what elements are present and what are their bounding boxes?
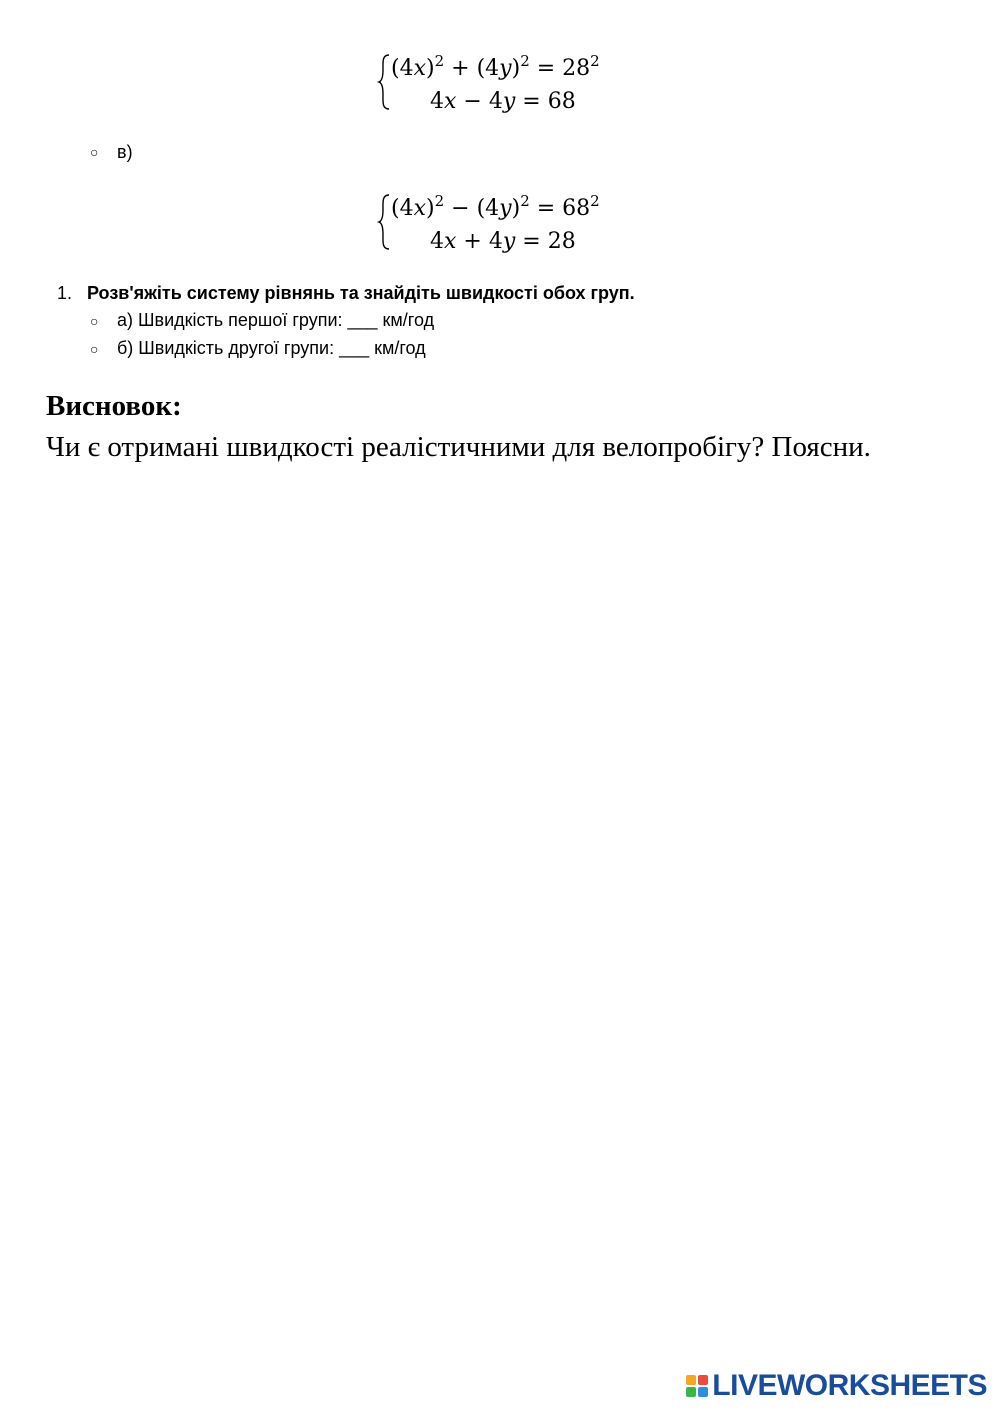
equation-row: 4x + 4y = 28 <box>430 229 576 254</box>
equation-row: $(4x)^2 + (4y)^2 = 28^2$ <box>391 52 600 81</box>
brace-icon <box>377 52 391 112</box>
task-title: Розв'яжіть систему рівнянь та знайдіть швидкості обох груп. <box>87 283 635 303</box>
equation-system-v <box>377 192 647 262</box>
conclusion-text: Чи є отримані швидкості реалістичними для велопробігу? Поясни. <box>46 431 871 463</box>
brace-icon <box>377 192 391 252</box>
list-bullet: ○ <box>90 144 99 160</box>
liveworksheets-logo <box>686 1371 987 1401</box>
logo-icon <box>686 1375 708 1397</box>
list-bullet: ○ <box>90 313 99 329</box>
task-number: 1. <box>57 283 73 303</box>
equation-row: 4x − 4y = 68 <box>430 89 576 114</box>
list-bullet: ○ <box>90 341 99 357</box>
list-item-label: в) <box>117 142 133 162</box>
conclusion-heading: Висновок: <box>46 390 182 422</box>
answer-a: а) Швидкість першої групи: ___ км/год <box>117 310 435 330</box>
equation-system-b <box>377 52 647 122</box>
equation-row: $(4x)^2 - (4y)^2 = 68^2$ <box>391 192 600 221</box>
answer-b: б) Швидкість другої групи: ___ км/год <box>117 338 426 358</box>
logo-text: LIVEWORKSHEETS <box>712 1369 987 1402</box>
